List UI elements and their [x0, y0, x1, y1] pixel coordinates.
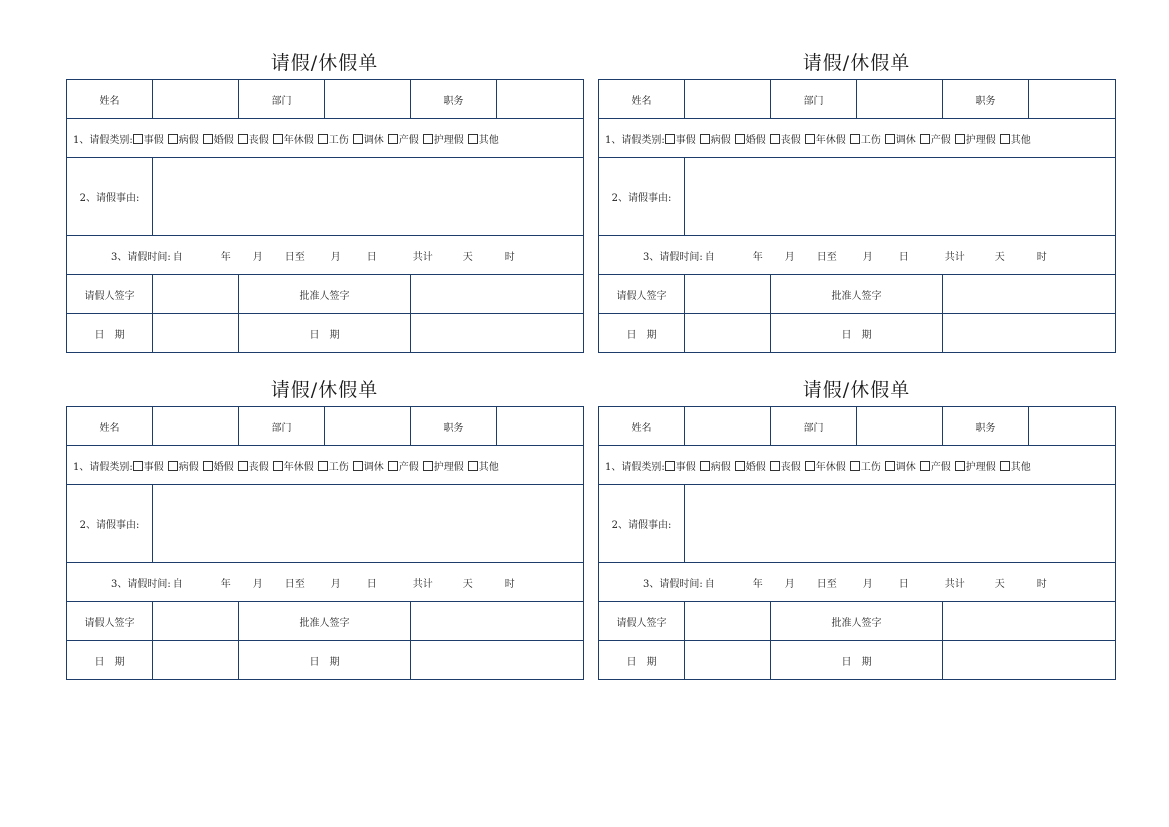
approver-sign-label: 批准人签字: [239, 275, 411, 314]
position-label: 职务: [411, 80, 497, 119]
name-field[interactable]: [153, 407, 239, 446]
leave-type-label: 1、请假类别:: [73, 134, 133, 146]
leave-type-option[interactable]: 年休假: [273, 462, 314, 473]
leave-type-option[interactable]: 婚假: [203, 135, 234, 146]
checkbox[interactable]: [805, 461, 815, 471]
leave-type-option[interactable]: 护理假: [423, 135, 464, 146]
position-field[interactable]: [1029, 407, 1116, 446]
leave-type-option[interactable]: 调休: [353, 462, 384, 473]
leave-type-row: [599, 119, 1116, 158]
leave-type-row: [599, 446, 1116, 485]
reason-label: 2、请假事由:: [599, 158, 685, 236]
position-field[interactable]: [497, 407, 584, 446]
name-field[interactable]: [685, 80, 771, 119]
checkbox[interactable]: [468, 134, 478, 144]
leave-time-row[interactable]: 3、请假时间: 自 年 月 日至 月 日 共计 天 时: [599, 236, 1116, 275]
leave-type-option[interactable]: 丧假: [770, 462, 801, 473]
leave-type-option[interactable]: 病假: [168, 135, 199, 146]
form-title: 请假/休假单: [270, 379, 379, 401]
name-label: 姓名: [599, 80, 685, 119]
leave-type-option[interactable]: 产假: [920, 135, 951, 146]
dept-field[interactable]: [325, 80, 411, 119]
approval-date-label: 日 期: [771, 641, 943, 680]
name-field[interactable]: [685, 407, 771, 446]
position-label: 职务: [411, 407, 497, 446]
applicant-sign-field[interactable]: [685, 602, 771, 641]
leave-type-option[interactable]: 年休假: [805, 135, 846, 146]
checkbox[interactable]: [133, 461, 143, 471]
leave-type-option[interactable]: 产假: [388, 135, 419, 146]
reason-label: 2、请假事由:: [599, 485, 685, 563]
checkbox[interactable]: [238, 134, 248, 144]
checkbox[interactable]: [770, 461, 780, 471]
checkbox[interactable]: [318, 134, 328, 144]
leave-type-option[interactable]: 病假: [700, 135, 731, 146]
leave-type-option[interactable]: 丧假: [238, 462, 269, 473]
checkbox[interactable]: [885, 461, 895, 471]
leave-form-2: [598, 52, 1115, 353]
leave-time-row[interactable]: 3、请假时间: 自 年 月 日至 月 日 共计 天 时: [67, 236, 584, 275]
leave-type-option[interactable]: 工伤: [318, 135, 349, 146]
checkbox[interactable]: [203, 134, 213, 144]
leave-type-label: 1、请假类别:: [605, 461, 665, 473]
checkbox[interactable]: [388, 461, 398, 471]
reason-field[interactable]: [685, 158, 1116, 236]
checkbox[interactable]: [920, 134, 930, 144]
checkbox[interactable]: [955, 461, 965, 471]
checkbox[interactable]: [318, 461, 328, 471]
leave-type-option[interactable]: 事假: [133, 462, 164, 473]
checkbox[interactable]: [770, 134, 780, 144]
checkbox[interactable]: [353, 134, 363, 144]
checkbox[interactable]: [665, 461, 675, 471]
position-field[interactable]: [497, 80, 584, 119]
position-label: 职务: [943, 80, 1029, 119]
reason-field[interactable]: [153, 158, 584, 236]
leave-type-option[interactable]: 病假: [700, 462, 731, 473]
approval-date-field[interactable]: [411, 641, 584, 680]
leave-type-row: [67, 119, 584, 158]
leave-type-option[interactable]: 事假: [665, 135, 696, 146]
leave-type-option[interactable]: 产假: [388, 462, 419, 473]
applicant-sign-field[interactable]: [153, 602, 239, 641]
leave-type-option[interactable]: 病假: [168, 462, 199, 473]
approval-date-label: 日 期: [239, 641, 411, 680]
leave-type-option[interactable]: 婚假: [735, 462, 766, 473]
leave-type-option[interactable]: 年休假: [273, 135, 314, 146]
checkbox[interactable]: [700, 461, 710, 471]
checkbox[interactable]: [168, 461, 178, 471]
leave-type-option[interactable]: 其他: [1000, 135, 1031, 146]
leave-type-option[interactable]: 婚假: [203, 462, 234, 473]
checkbox[interactable]: [388, 134, 398, 144]
reason-field[interactable]: [685, 485, 1116, 563]
date-label: 日 期: [67, 641, 153, 680]
checkbox[interactable]: [665, 134, 675, 144]
position-label: 职务: [943, 407, 1029, 446]
leave-type-option[interactable]: 丧假: [770, 135, 801, 146]
position-field[interactable]: [1029, 80, 1116, 119]
approver-sign-label: 批准人签字: [771, 275, 943, 314]
approval-date-label: 日 期: [239, 314, 411, 353]
leave-form-3: [66, 379, 583, 680]
approver-sign-label: 批准人签字: [771, 602, 943, 641]
checkbox[interactable]: [423, 134, 433, 144]
dept-label: 部门: [239, 80, 325, 119]
dept-label: 部门: [771, 407, 857, 446]
dept-label: 部门: [771, 80, 857, 119]
form-title: 请假/休假单: [802, 379, 911, 401]
leave-type-row: [67, 446, 584, 485]
approver-sign-field[interactable]: [411, 602, 584, 641]
checkbox[interactable]: [273, 461, 283, 471]
applicant-sign-field[interactable]: [153, 275, 239, 314]
date-label: 日 期: [67, 314, 153, 353]
name-label: 姓名: [67, 407, 153, 446]
leave-type-option[interactable]: 护理假: [955, 135, 996, 146]
leave-type-option[interactable]: 调休: [885, 462, 916, 473]
checkbox[interactable]: [203, 461, 213, 471]
leave-type-option[interactable]: 事假: [133, 135, 164, 146]
checkbox[interactable]: [273, 134, 283, 144]
leave-type-option[interactable]: 工伤: [850, 462, 881, 473]
form-title: 请假/休假单: [270, 52, 379, 74]
dept-field[interactable]: [857, 80, 943, 119]
leave-type-option[interactable]: 调休: [353, 135, 384, 146]
leave-form-4: [598, 379, 1115, 680]
checkbox[interactable]: [805, 134, 815, 144]
approval-date-field[interactable]: [411, 314, 584, 353]
checkbox[interactable]: [168, 134, 178, 144]
form-table: [66, 79, 584, 353]
leave-type-option[interactable]: 工伤: [318, 462, 349, 473]
checkbox[interactable]: [468, 461, 478, 471]
form-table: [66, 406, 584, 680]
approver-sign-field[interactable]: [943, 275, 1116, 314]
dept-field[interactable]: [857, 407, 943, 446]
leave-type-option[interactable]: 丧假: [238, 135, 269, 146]
approver-sign-field[interactable]: [943, 602, 1116, 641]
date-field[interactable]: [685, 314, 771, 353]
checkbox[interactable]: [920, 461, 930, 471]
form-table: [598, 406, 1116, 680]
checkbox[interactable]: [955, 134, 965, 144]
name-label: 姓名: [599, 407, 685, 446]
approval-date-field[interactable]: [943, 314, 1116, 353]
checkbox[interactable]: [133, 134, 143, 144]
leave-type-option[interactable]: 事假: [665, 462, 696, 473]
date-label: 日 期: [599, 314, 685, 353]
leave-type-option[interactable]: 其他: [468, 135, 499, 146]
reason-label: 2、请假事由:: [67, 485, 153, 563]
form-table: [598, 79, 1116, 353]
applicant-sign-label: 请假人签字: [67, 275, 153, 314]
applicant-sign-label: 请假人签字: [67, 602, 153, 641]
approver-sign-field[interactable]: [411, 275, 584, 314]
dept-field[interactable]: [325, 407, 411, 446]
applicant-sign-label: 请假人签字: [599, 275, 685, 314]
leave-time-row[interactable]: 3、请假时间: 自 年 月 日至 月 日 共计 天 时: [67, 563, 584, 602]
leave-type-label: 1、请假类别:: [73, 461, 133, 473]
checkbox[interactable]: [353, 461, 363, 471]
reason-label: 2、请假事由:: [67, 158, 153, 236]
leave-time-row[interactable]: 3、请假时间: 自 年 月 日至 月 日 共计 天 时: [599, 563, 1116, 602]
leave-type-option[interactable]: 工伤: [850, 135, 881, 146]
name-field[interactable]: [153, 80, 239, 119]
leave-type-option[interactable]: 年休假: [805, 462, 846, 473]
form-title: 请假/休假单: [802, 52, 911, 74]
checkbox[interactable]: [885, 134, 895, 144]
checkbox[interactable]: [423, 461, 433, 471]
checkbox[interactable]: [735, 134, 745, 144]
date-field[interactable]: [153, 314, 239, 353]
date-field[interactable]: [685, 641, 771, 680]
checkbox[interactable]: [1000, 134, 1010, 144]
leave-form-1: [66, 52, 583, 353]
leave-type-option[interactable]: 产假: [920, 462, 951, 473]
leave-type-option[interactable]: 婚假: [735, 135, 766, 146]
date-label: 日 期: [599, 641, 685, 680]
name-label: 姓名: [67, 80, 153, 119]
approver-sign-label: 批准人签字: [239, 602, 411, 641]
leave-type-option[interactable]: 调休: [885, 135, 916, 146]
leave-type-option[interactable]: 其他: [1000, 462, 1031, 473]
checkbox[interactable]: [850, 461, 860, 471]
dept-label: 部门: [239, 407, 325, 446]
date-field[interactable]: [153, 641, 239, 680]
checkbox[interactable]: [735, 461, 745, 471]
applicant-sign-field[interactable]: [685, 275, 771, 314]
checkbox[interactable]: [700, 134, 710, 144]
leave-type-option[interactable]: 护理假: [955, 462, 996, 473]
approval-date-field[interactable]: [943, 641, 1116, 680]
checkbox[interactable]: [1000, 461, 1010, 471]
reason-field[interactable]: [153, 485, 584, 563]
approval-date-label: 日 期: [771, 314, 943, 353]
leave-type-option[interactable]: 其他: [468, 462, 499, 473]
leave-type-option[interactable]: 护理假: [423, 462, 464, 473]
checkbox[interactable]: [850, 134, 860, 144]
checkbox[interactable]: [238, 461, 248, 471]
leave-type-label: 1、请假类别:: [605, 134, 665, 146]
applicant-sign-label: 请假人签字: [599, 602, 685, 641]
